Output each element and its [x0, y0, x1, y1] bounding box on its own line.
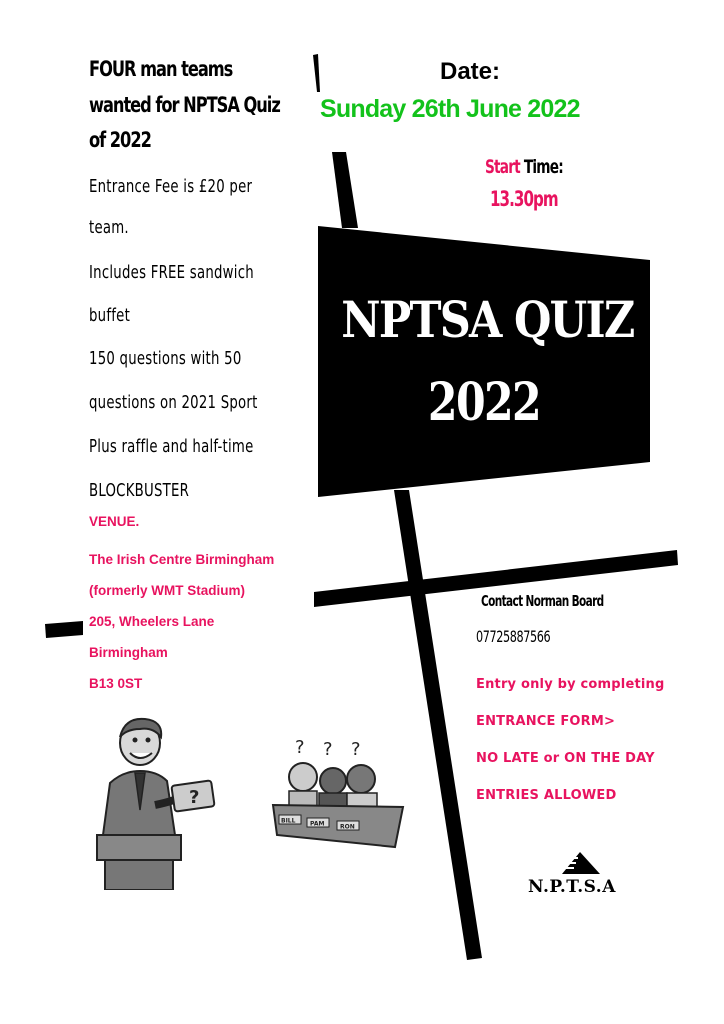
banner-title-line-1: NPTSA QUIZ: [341, 290, 634, 349]
venue-line: The Irish Centre Birmingham: [89, 552, 275, 567]
detail-line: questions on 2021 Sport: [89, 392, 258, 413]
entry-notice-line: Entry only by completing: [476, 677, 665, 692]
name-tag: RON: [340, 823, 355, 831]
start-time-label: [485, 156, 563, 178]
nptsa-logo-icon: [560, 850, 602, 876]
intro-heading-line-2: wanted for NPTSA Quiz: [89, 93, 280, 117]
venue-line: Birmingham: [89, 645, 168, 660]
name-tag: BILL: [281, 817, 296, 825]
banner-title-line-2: 2022: [427, 372, 541, 433]
venue-line: 205, Wheelers Lane: [89, 614, 215, 629]
detail-line: Plus raffle and half-time: [89, 436, 254, 457]
detail-line: 150 questions with 50: [89, 348, 242, 369]
intro-heading-line-1: FOUR man teams: [89, 57, 233, 81]
nptsa-logo-text: N.P.T.S.A: [528, 877, 616, 897]
time-word: Time:: [523, 156, 563, 178]
question-mark: ?: [295, 737, 305, 758]
question-mark: ?: [323, 739, 333, 760]
detail-line: Includes FREE sandwich: [89, 262, 254, 283]
entry-notice-line: ENTRANCE FORM>: [476, 714, 616, 729]
start-time-value: 13.30pm: [490, 187, 558, 211]
quiz-host-illustration: [95, 715, 225, 890]
date-value: Sunday 26th June 2022: [320, 95, 580, 123]
detail-line: buffet: [89, 305, 131, 326]
venue-line: (formerly WMT Stadium): [89, 583, 246, 598]
entry-notice-line: NO LATE or ON THE DAY: [476, 751, 655, 766]
start-word: Start: [485, 156, 520, 178]
top-left-slash: [313, 54, 320, 92]
date-label: Date:: [440, 58, 501, 85]
card-question-mark: ?: [189, 787, 200, 808]
entry-notice-line: ENTRIES ALLOWED: [476, 788, 617, 803]
contact-name: Contact Norman Board: [481, 592, 604, 610]
venue-label: VENUE.: [89, 514, 140, 529]
banner-block: [318, 226, 650, 497]
intro-heading-line-3: of 2022: [89, 128, 151, 152]
upper-diagonal-bar: [332, 152, 358, 228]
detail-line: Entrance Fee is £20 per: [89, 176, 253, 197]
left-stub-bar: [45, 621, 83, 638]
long-diagonal-bar: [394, 490, 482, 960]
venue-line: B13 0ST: [89, 676, 143, 691]
contact-phone: 07725887566: [476, 627, 551, 646]
name-tag: PAM: [310, 820, 325, 828]
detail-line: BLOCKBUSTER: [89, 480, 190, 501]
detail-line: team.: [89, 217, 129, 238]
question-mark: ?: [351, 739, 361, 760]
contestants-illustration: [255, 735, 405, 855]
